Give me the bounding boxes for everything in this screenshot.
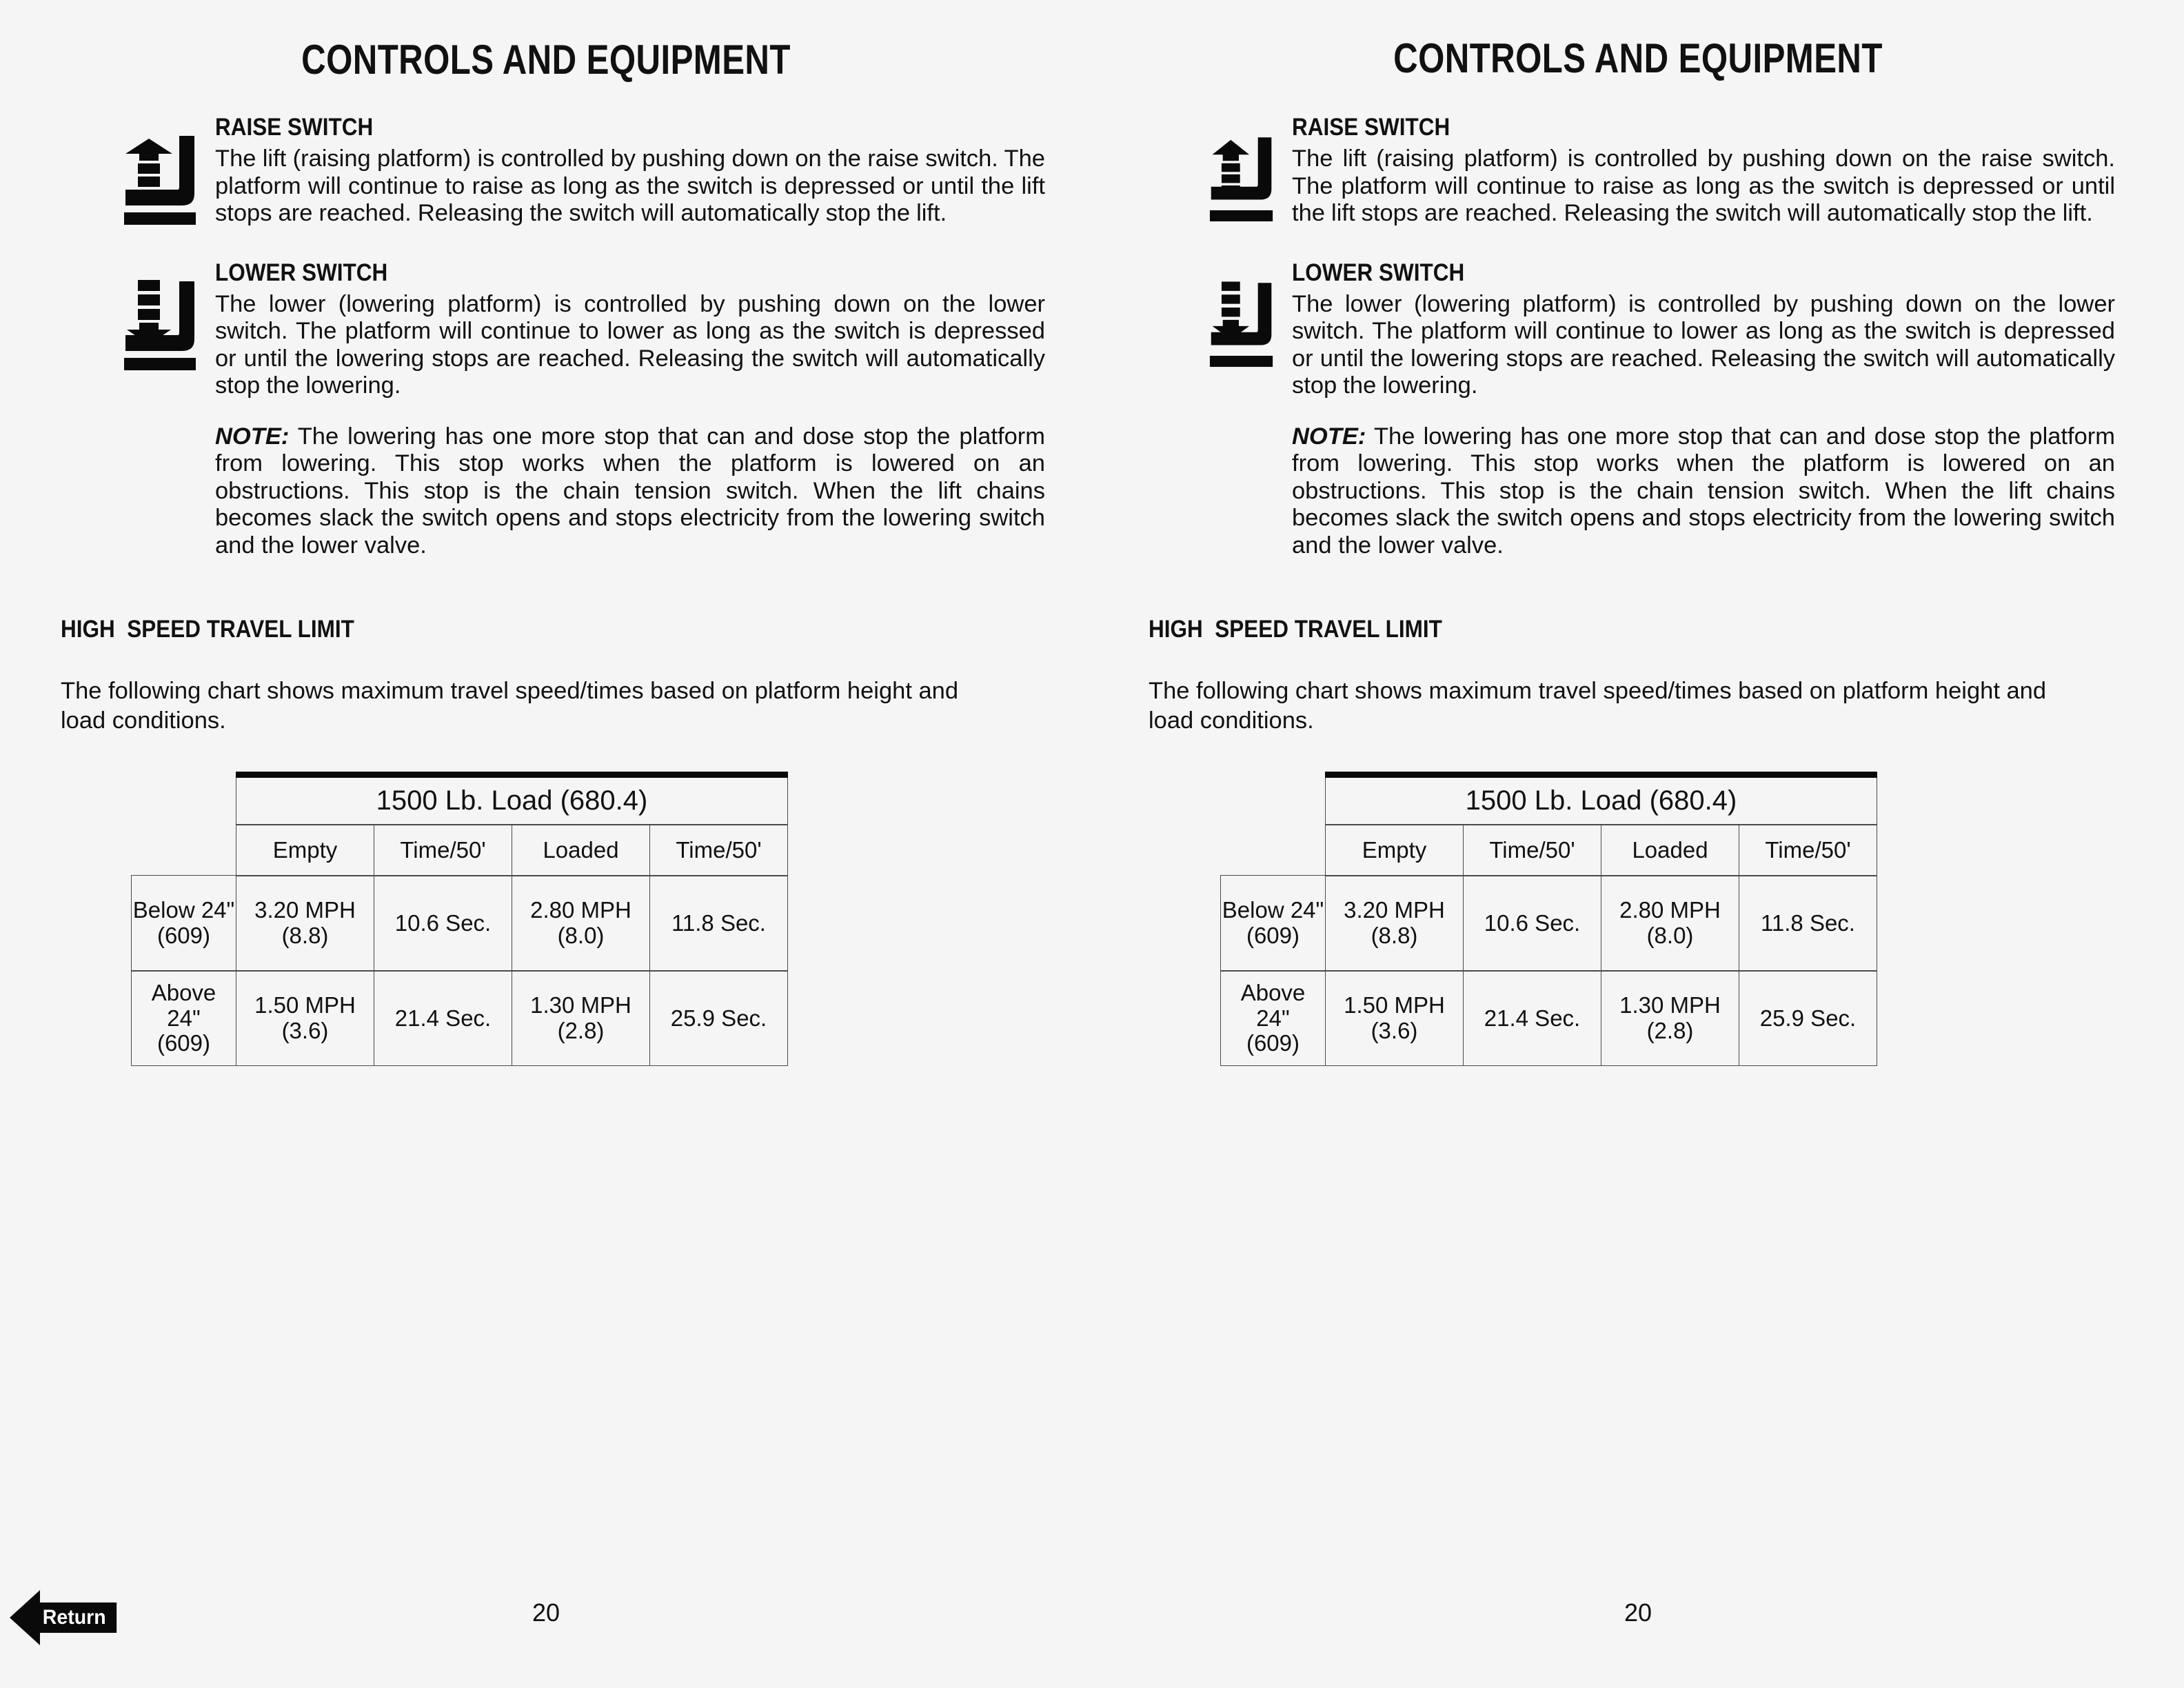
cell-above-loaded-mph bbox=[1601, 971, 1739, 1066]
cell-below-loaded-time: 11.8 Sec. bbox=[650, 876, 788, 971]
row-label-below-24 bbox=[1221, 876, 1326, 971]
raise-switch-icon bbox=[119, 114, 215, 226]
table-header-row bbox=[1221, 825, 1877, 876]
cell-above-loaded-mph bbox=[512, 971, 650, 1066]
row-label-line2: (609) bbox=[1246, 922, 1300, 948]
page-title: CONTROLS AND EQUIPMENT bbox=[301, 37, 791, 83]
table-row bbox=[132, 971, 788, 1066]
lower-switch-text: The lower (lowering platform) is controlled by pushing down on the lower switch. The platform will continue to lower as long as the switch is depressed or until the lowering stops are reached. Releasing the switch will automatically stop the lowering. bbox=[215, 290, 1045, 399]
cell-line1: 3.20 MPH bbox=[1344, 896, 1445, 923]
lower-switch-block bbox=[0, 259, 1092, 560]
column-header-loaded: Loaded bbox=[1601, 825, 1739, 876]
high-speed-intro: The following chart shows maximum travel speed/times based on platform height and load conditions. bbox=[1149, 678, 2047, 734]
row-label-line1: Below 24" bbox=[132, 896, 235, 923]
cell-line2: (8.0) bbox=[557, 922, 605, 948]
table-corner-cell bbox=[1221, 775, 1326, 825]
cell-above-empty-mph bbox=[236, 971, 374, 1066]
return-button-label[interactable]: Return bbox=[40, 1602, 117, 1633]
table-corner-cell-2 bbox=[1221, 825, 1326, 876]
page-right bbox=[1092, 0, 2184, 1688]
high-speed-heading: HIGH SPEED TRAVEL LIMIT bbox=[61, 616, 354, 643]
table-corner-cell bbox=[132, 775, 236, 825]
raise-switch-body bbox=[1292, 114, 2115, 228]
high-speed-section bbox=[0, 616, 1092, 736]
column-header-empty: Empty bbox=[1326, 825, 1464, 876]
raise-switch-block bbox=[1092, 114, 2184, 228]
column-header-time-empty: Time/50' bbox=[374, 825, 512, 876]
return-button[interactable] bbox=[10, 1590, 121, 1645]
row-label-line1: Above 24" bbox=[151, 979, 216, 1031]
lower-switch-text: The lower (lowering platform) is controlled by pushing down on the lower switch. The platform will continue to lower as long as the switch is depressed or until the lowering stops are reached. Releasing the switch will automatically stop the lowering. bbox=[1292, 290, 2115, 399]
page-number-right: 20 bbox=[1624, 1598, 1652, 1627]
cell-line2: (8.8) bbox=[1371, 922, 1418, 948]
cell-below-empty-time: 10.6 Sec. bbox=[1464, 876, 1601, 971]
speed-table-wrapper bbox=[0, 772, 1092, 1066]
column-header-empty: Empty bbox=[236, 825, 374, 876]
column-header-time-loaded: Time/50' bbox=[650, 825, 788, 876]
table-row bbox=[132, 876, 788, 971]
cell-below-loaded-mph bbox=[1601, 876, 1739, 971]
lower-switch-icon bbox=[1204, 259, 1292, 369]
row-label-above-24 bbox=[132, 971, 236, 1066]
row-label-line1: Above 24" bbox=[1240, 979, 1306, 1031]
cell-below-empty-mph bbox=[1326, 876, 1464, 971]
speed-table bbox=[131, 772, 788, 1066]
column-header-time-loaded: Time/50' bbox=[1739, 825, 1877, 876]
cell-line2: (3.6) bbox=[281, 1018, 329, 1043]
table-load-title: 1500 Lb. Load (680.4) bbox=[236, 775, 788, 825]
left-arrow-icon bbox=[10, 1590, 40, 1645]
raise-switch-text: The lift (raising platform) is controlled by pushing down on the raise switch. The platform will continue to raise as long as the switch is depressed or until the lift stops are reached. Releasing the switch will automatically stop the lift. bbox=[215, 145, 1045, 226]
raise-switch-icon bbox=[1204, 114, 1292, 223]
cell-above-loaded-time: 25.9 Sec. bbox=[1739, 971, 1877, 1066]
lower-switch-icon bbox=[119, 259, 215, 372]
cell-line1: 1.30 MPH bbox=[1619, 992, 1721, 1018]
note-body: The lowering has one more stop that can and dose stop the platform from lowering. This stop works when the platform is lowered on an obstructions. This stop is the chain tension switch. When the lift chains becomes slack the switch opens and stops electricity from the lowering switch and the lower valve. bbox=[1292, 423, 2115, 559]
page-title: CONTROLS AND EQUIPMENT bbox=[1393, 35, 1883, 81]
note-label: NOTE: bbox=[1292, 423, 1366, 450]
table-title-row bbox=[132, 775, 788, 825]
speed-table bbox=[1220, 772, 1877, 1066]
cell-line2: (2.8) bbox=[1646, 1018, 1694, 1043]
raise-switch-block bbox=[0, 114, 1092, 228]
cell-line1: 2.80 MPH bbox=[530, 896, 631, 923]
high-speed-intro: The following chart shows maximum travel speed/times based on platform height and load conditions. bbox=[61, 678, 959, 734]
cell-above-empty-time: 21.4 Sec. bbox=[1464, 971, 1601, 1066]
cell-line1: 3.20 MPH bbox=[254, 896, 356, 923]
speed-table-wrapper bbox=[1092, 772, 2184, 1066]
cell-line2: (8.0) bbox=[1646, 922, 1694, 948]
raise-switch-text: The lift (raising platform) is controlled by pushing down on the raise switch. The platform will continue to raise as long as the switch is depressed or until the lift stops are reached. Releasing the switch will automatically stop the lift. bbox=[1292, 145, 2115, 226]
lower-switch-heading: LOWER SWITCH bbox=[215, 259, 388, 286]
lower-switch-body bbox=[1292, 259, 2115, 560]
table-title-row bbox=[1221, 775, 1877, 825]
lower-switch-note bbox=[215, 423, 1045, 560]
cell-above-loaded-time: 25.9 Sec. bbox=[650, 971, 788, 1066]
high-speed-heading: HIGH SPEED TRAVEL LIMIT bbox=[1149, 616, 1442, 643]
note-body: The lowering has one more stop that can and dose stop the platform from lowering. This stop works when the platform is lowered on an obstructions. This stop is the chain tension switch. When the lift chains becomes slack the switch opens and stops electricity from the lowering switch and the lower valve. bbox=[215, 423, 1045, 559]
lower-switch-block bbox=[1092, 259, 2184, 560]
row-label-line2: (609) bbox=[1246, 1030, 1300, 1056]
cell-below-loaded-time: 11.8 Sec. bbox=[1739, 876, 1877, 971]
cell-line1: 2.80 MPH bbox=[1619, 896, 1721, 923]
row-label-line2: (609) bbox=[156, 922, 211, 948]
cell-below-loaded-mph bbox=[512, 876, 650, 971]
table-corner-cell-2 bbox=[132, 825, 236, 876]
cell-line1: 1.30 MPH bbox=[530, 992, 631, 1018]
table-row bbox=[1221, 876, 1877, 971]
cell-line1: 1.50 MPH bbox=[1344, 992, 1445, 1018]
row-label-line2: (609) bbox=[156, 1030, 211, 1056]
table-header-row bbox=[132, 825, 788, 876]
cell-above-empty-time: 21.4 Sec. bbox=[374, 971, 512, 1066]
cell-line2: (8.8) bbox=[281, 922, 329, 948]
cell-below-empty-time: 10.6 Sec. bbox=[374, 876, 512, 971]
cell-below-empty-mph bbox=[236, 876, 374, 971]
note-label: NOTE: bbox=[215, 423, 290, 450]
cell-above-empty-mph bbox=[1326, 971, 1464, 1066]
table-row bbox=[1221, 971, 1877, 1066]
row-label-line1: Below 24" bbox=[1222, 896, 1324, 923]
lower-switch-heading: LOWER SWITCH bbox=[1292, 259, 1465, 286]
column-header-loaded: Loaded bbox=[512, 825, 650, 876]
raise-switch-body bbox=[215, 114, 1045, 228]
row-label-below-24 bbox=[132, 876, 236, 971]
cell-line2: (3.6) bbox=[1371, 1018, 1418, 1043]
row-label-above-24 bbox=[1221, 971, 1326, 1066]
table-load-title: 1500 Lb. Load (680.4) bbox=[1326, 775, 1877, 825]
cell-line1: 1.50 MPH bbox=[254, 992, 356, 1018]
high-speed-section bbox=[1092, 616, 2184, 736]
cell-line2: (2.8) bbox=[557, 1018, 605, 1043]
lower-switch-note bbox=[1292, 423, 2115, 560]
lower-switch-body bbox=[215, 259, 1045, 560]
raise-switch-heading: RAISE SWITCH bbox=[215, 114, 374, 141]
page-number-left: 20 bbox=[532, 1598, 560, 1627]
column-header-time-empty: Time/50' bbox=[1464, 825, 1601, 876]
raise-switch-heading: RAISE SWITCH bbox=[1292, 114, 1450, 141]
